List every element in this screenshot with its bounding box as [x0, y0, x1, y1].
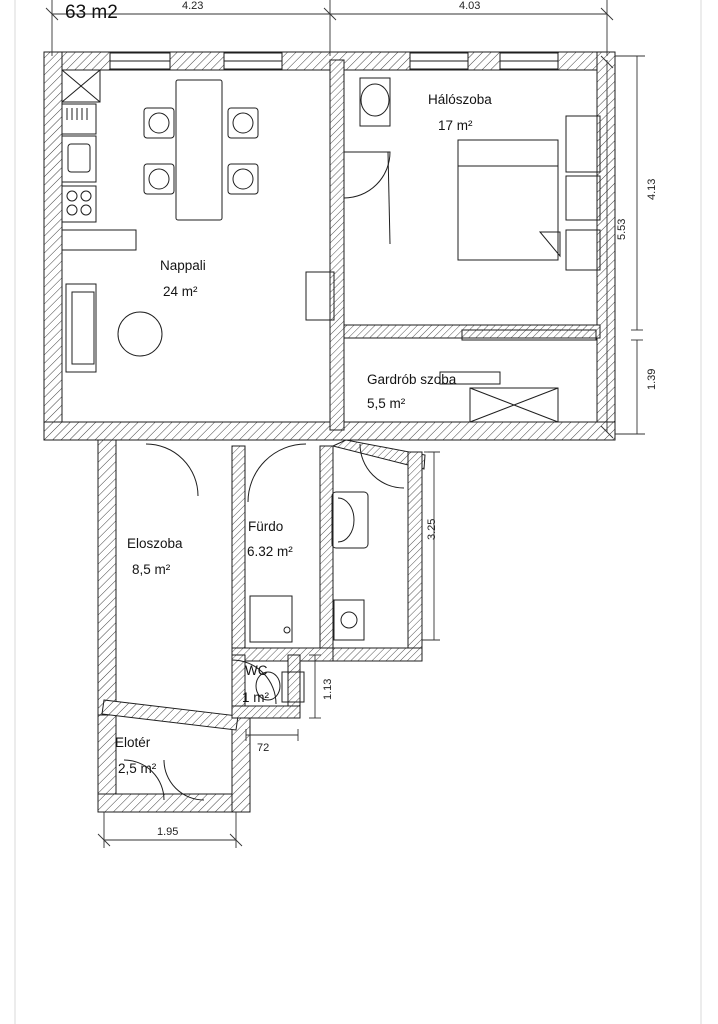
- room-area-nappali: 24 m²: [163, 284, 198, 299]
- dimension-eloter-width: 1.95: [157, 826, 179, 838]
- furniture-haloszoba: [360, 78, 600, 340]
- furniture-gardrob: [440, 372, 558, 422]
- dimension-top-right: 4.03: [459, 0, 481, 12]
- room-label-furdo: Fürdo: [248, 519, 284, 534]
- room-label-nappali: Nappali: [160, 258, 206, 273]
- dimension-wc-113: 1.13: [322, 678, 334, 700]
- dimension-right-139: 1.39: [646, 368, 658, 390]
- dimension-right-413: 4.13: [646, 178, 658, 200]
- furniture-nappali: [62, 70, 334, 372]
- dimension-mid-325: 3.25: [426, 518, 438, 540]
- dimension-top-left: 4.23: [182, 0, 204, 12]
- room-label-haloszoba: Hálószoba: [428, 92, 492, 107]
- room-area-wc: 1 m²: [242, 690, 269, 705]
- room-area-haloszoba: 17 m²: [438, 118, 473, 133]
- dimension-right-553: 5.53: [616, 218, 628, 240]
- room-label-gardrob: Gardrób szoba: [367, 372, 457, 387]
- room-area-furdo: 6.32 m²: [247, 544, 293, 559]
- page-title: 63 m2: [65, 2, 118, 23]
- room-label-eloszoba: Eloszoba: [127, 536, 183, 551]
- dimension-wc-width: 72: [257, 742, 270, 754]
- room-area-eloszoba: 8,5 m²: [132, 562, 171, 577]
- room-area-gardrob: 5,5 m²: [367, 396, 406, 411]
- room-label-wc: WC: [245, 663, 268, 678]
- room-area-eloter: 2,5 m²: [118, 761, 157, 776]
- room-label-eloter: Elotér: [115, 735, 151, 750]
